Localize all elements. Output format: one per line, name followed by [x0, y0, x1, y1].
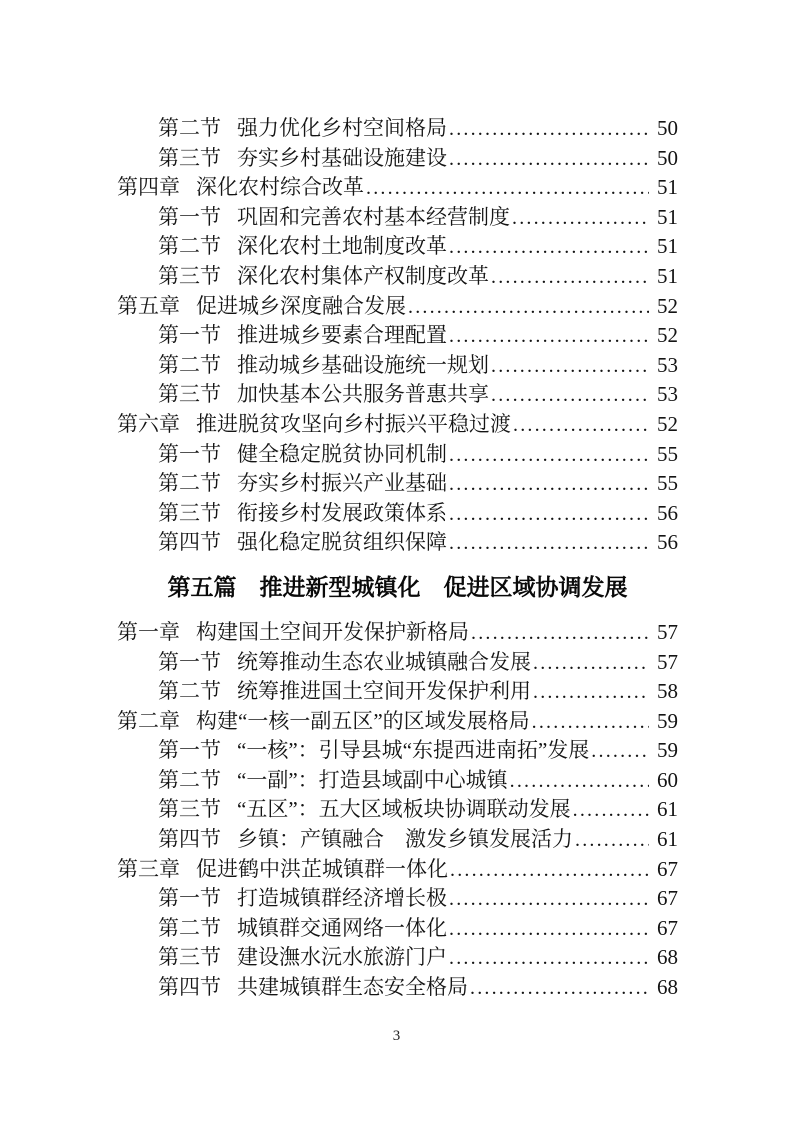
dot-leader [512, 204, 649, 234]
toc-entry [117, 410, 678, 440]
toc-entry [158, 943, 678, 973]
toc-entry-label: 第一节 [158, 441, 221, 466]
toc-entry [158, 528, 678, 558]
toc-entry [158, 884, 678, 914]
toc-entry-label: 第二节 [158, 915, 221, 940]
toc-entry-page: 68 [657, 945, 678, 970]
dot-leader [449, 500, 649, 530]
toc-entry-label: 第三节 [158, 500, 221, 525]
toc-entry-label: 第五章 [117, 293, 180, 318]
toc-entry [158, 973, 678, 1003]
toc-entry [158, 262, 678, 292]
toc-entry-label: 第六章 [117, 411, 180, 436]
toc-entry-label: 第四节 [158, 530, 221, 555]
toc-entry-title: 深化农村集体产权制度改革 [237, 263, 489, 288]
toc-entry-title: 促进鹤中洪芷城镇群一体化 [196, 856, 448, 881]
toc-entry-title: 深化农村土地制度改革 [237, 234, 447, 259]
page-number: 3 [392, 1028, 401, 1044]
toc-entry-label: 第四节 [158, 827, 221, 852]
toc-entry-title: 推进城乡要素合理配置 [237, 323, 447, 348]
toc-entry-title: 深化农村综合改革 [196, 175, 364, 200]
toc-entry-title: 统筹推动生态农业城镇融合发展 [237, 649, 531, 674]
toc-entry-label: 第一节 [158, 886, 221, 911]
dot-leader [510, 767, 649, 797]
toc-entry-label: 第二节 [158, 471, 221, 496]
toc-entry-page: 61 [657, 827, 678, 852]
toc-entry-title: 乡镇：产镇融合 激发乡镇发展活力 [237, 827, 573, 852]
toc-entry-page: 60 [657, 767, 678, 792]
toc-entry-title: 共建城镇群生态安全格局 [237, 975, 468, 1000]
toc-entry-page: 67 [657, 886, 678, 911]
toc-entry [158, 321, 678, 351]
toc-entry [158, 232, 678, 262]
dot-leader [575, 826, 649, 856]
toc-entry-label: 第三节 [158, 797, 221, 822]
dot-leader [491, 381, 649, 411]
dot-leader [449, 915, 649, 945]
toc-entry [158, 914, 678, 944]
toc-entry-page: 51 [657, 234, 678, 259]
dot-leader [449, 885, 649, 915]
dot-leader [366, 174, 649, 204]
toc-entry-title: 构建国土空间开发保护新格局 [196, 619, 469, 644]
dot-leader [408, 293, 649, 323]
toc-entry-title: 推进脱贫攻坚向乡村振兴平稳过渡 [196, 411, 511, 436]
dot-leader [573, 796, 649, 826]
toc-entry [158, 203, 678, 233]
toc-entry-label: 第一节 [158, 649, 221, 674]
toc-entry [158, 677, 678, 707]
toc-entry-title: 夯实乡村基础设施建设 [237, 145, 447, 170]
dot-leader [449, 529, 649, 559]
toc-entry-title: 夯实乡村振兴产业基础 [237, 471, 447, 496]
toc-entry [158, 144, 678, 174]
toc-entry-page: 57 [657, 649, 678, 674]
toc-entry [117, 618, 678, 648]
toc-entry-title: 加快基本公共服务普惠共享 [237, 382, 489, 407]
dot-leader [513, 411, 649, 441]
toc-entry-page: 57 [657, 619, 678, 644]
toc-entry-title: 强力优化乡村空间格局 [237, 116, 447, 140]
toc-entry [158, 825, 678, 855]
toc-entry-title: 打造城镇群经济增长极 [237, 886, 447, 911]
toc-entry-page: 52 [657, 293, 678, 318]
toc-entry-page: 53 [657, 352, 678, 377]
toc-entry-label: 第四章 [117, 175, 180, 200]
toc-entry [158, 469, 678, 499]
toc-entry [158, 499, 678, 529]
toc-entry-label: 第一章 [117, 619, 180, 644]
toc-entry-label: 第三节 [158, 145, 221, 170]
toc-entry-page: 51 [657, 263, 678, 288]
toc-entry-title: 统筹推进国土空间开发保护利用 [237, 679, 531, 704]
dot-leader [591, 737, 649, 767]
dot-leader [470, 974, 649, 1004]
dot-leader [449, 470, 649, 500]
toc-entry-label: 第四节 [158, 975, 221, 1000]
toc-entry [117, 855, 678, 885]
dot-leader [449, 944, 649, 974]
toc-entry-label: 第三章 [117, 856, 180, 881]
toc-entry [158, 114, 678, 144]
dot-leader [449, 441, 649, 471]
toc-entry-page: 55 [657, 441, 678, 466]
toc-entry-label: 第三节 [158, 263, 221, 288]
dot-leader [449, 233, 649, 263]
toc-entry-page: 52 [657, 323, 678, 348]
toc-entry-page: 59 [657, 708, 678, 733]
toc-entry-page: 58 [657, 679, 678, 704]
toc-entry-label: 第一节 [158, 323, 221, 348]
dot-leader [491, 263, 649, 293]
dot-leader [532, 708, 649, 738]
toc-entry-page: 55 [657, 471, 678, 496]
toc-entry [117, 292, 678, 322]
toc-entry-title: 推动城乡基础设施统一规划 [237, 352, 489, 377]
toc-entry-page: 52 [657, 411, 678, 436]
dot-leader [533, 678, 649, 708]
part-heading [117, 570, 678, 604]
toc-entry-label: 第一节 [158, 204, 221, 229]
toc-entry-page: 61 [657, 797, 678, 822]
toc-entry-page: 67 [657, 856, 678, 881]
toc-entry-page: 53 [657, 382, 678, 407]
toc-entry-page: 56 [657, 500, 678, 525]
toc-entry [158, 351, 678, 381]
toc-entry-page: 51 [657, 204, 678, 229]
toc-entry-title: “五区”：五大区域板块协调联动发展 [237, 797, 571, 822]
toc-entry-page: 56 [657, 530, 678, 555]
toc-entry [117, 173, 678, 203]
part-heading-text: 第五篇 推进新型城镇化 促进区域协调发展 [167, 573, 628, 600]
toc-entry-page: 67 [657, 915, 678, 940]
toc-list [117, 114, 678, 1003]
toc-entry-title: “一核”：引导县城“东提西进南拓”发展 [237, 738, 590, 763]
toc-entry-title: 巩固和完善农村基本经营制度 [237, 204, 510, 229]
toc-entry-title: 衔接乡村发展政策体系 [237, 500, 447, 525]
toc-entry-page: 59 [657, 738, 678, 763]
dot-leader [491, 352, 649, 382]
toc-entry-title: “一副”：打造县域副中心城镇 [237, 767, 508, 792]
toc-entry-label: 第二章 [117, 708, 180, 733]
toc-entry [158, 440, 678, 470]
toc-entry-label: 第一节 [158, 738, 221, 763]
dot-leader [449, 322, 649, 352]
toc-entry-label: 第二节 [158, 116, 221, 140]
toc-entry [158, 648, 678, 678]
toc-entry-label: 第二节 [158, 234, 221, 259]
toc-entry-title: 构建“一核一副五区”的区域发展格局 [196, 708, 530, 733]
toc-entry-title: 城镇群交通网络一体化 [237, 915, 447, 940]
dot-leader [471, 619, 649, 649]
toc-entry-label: 第二节 [158, 352, 221, 377]
toc-entry-title: 健全稳定脱贫协同机制 [237, 441, 447, 466]
toc-entry [158, 795, 678, 825]
dot-leader [449, 145, 649, 175]
toc-entry-title: 强化稳定脱贫组织保障 [237, 530, 447, 555]
toc-entry-page: 68 [657, 975, 678, 1000]
dot-leader [449, 115, 649, 145]
toc-entry-title: 建设潕水沅水旅游门户 [237, 945, 447, 970]
toc-entry-page: 50 [657, 145, 678, 170]
toc-entry-label: 第二节 [158, 679, 221, 704]
dot-leader [450, 856, 649, 886]
toc-entry-page: 50 [657, 116, 678, 140]
toc-entry [158, 736, 678, 766]
toc-entry-title: 促进城乡深度融合发展 [196, 293, 406, 318]
toc-entry [158, 766, 678, 796]
toc-entry-label: 第三节 [158, 382, 221, 407]
toc-entry-label: 第三节 [158, 945, 221, 970]
toc-entry [117, 707, 678, 737]
toc-entry [158, 380, 678, 410]
toc-entry-label: 第二节 [158, 767, 221, 792]
toc-entry-page: 51 [657, 175, 678, 200]
dot-leader [533, 649, 649, 679]
